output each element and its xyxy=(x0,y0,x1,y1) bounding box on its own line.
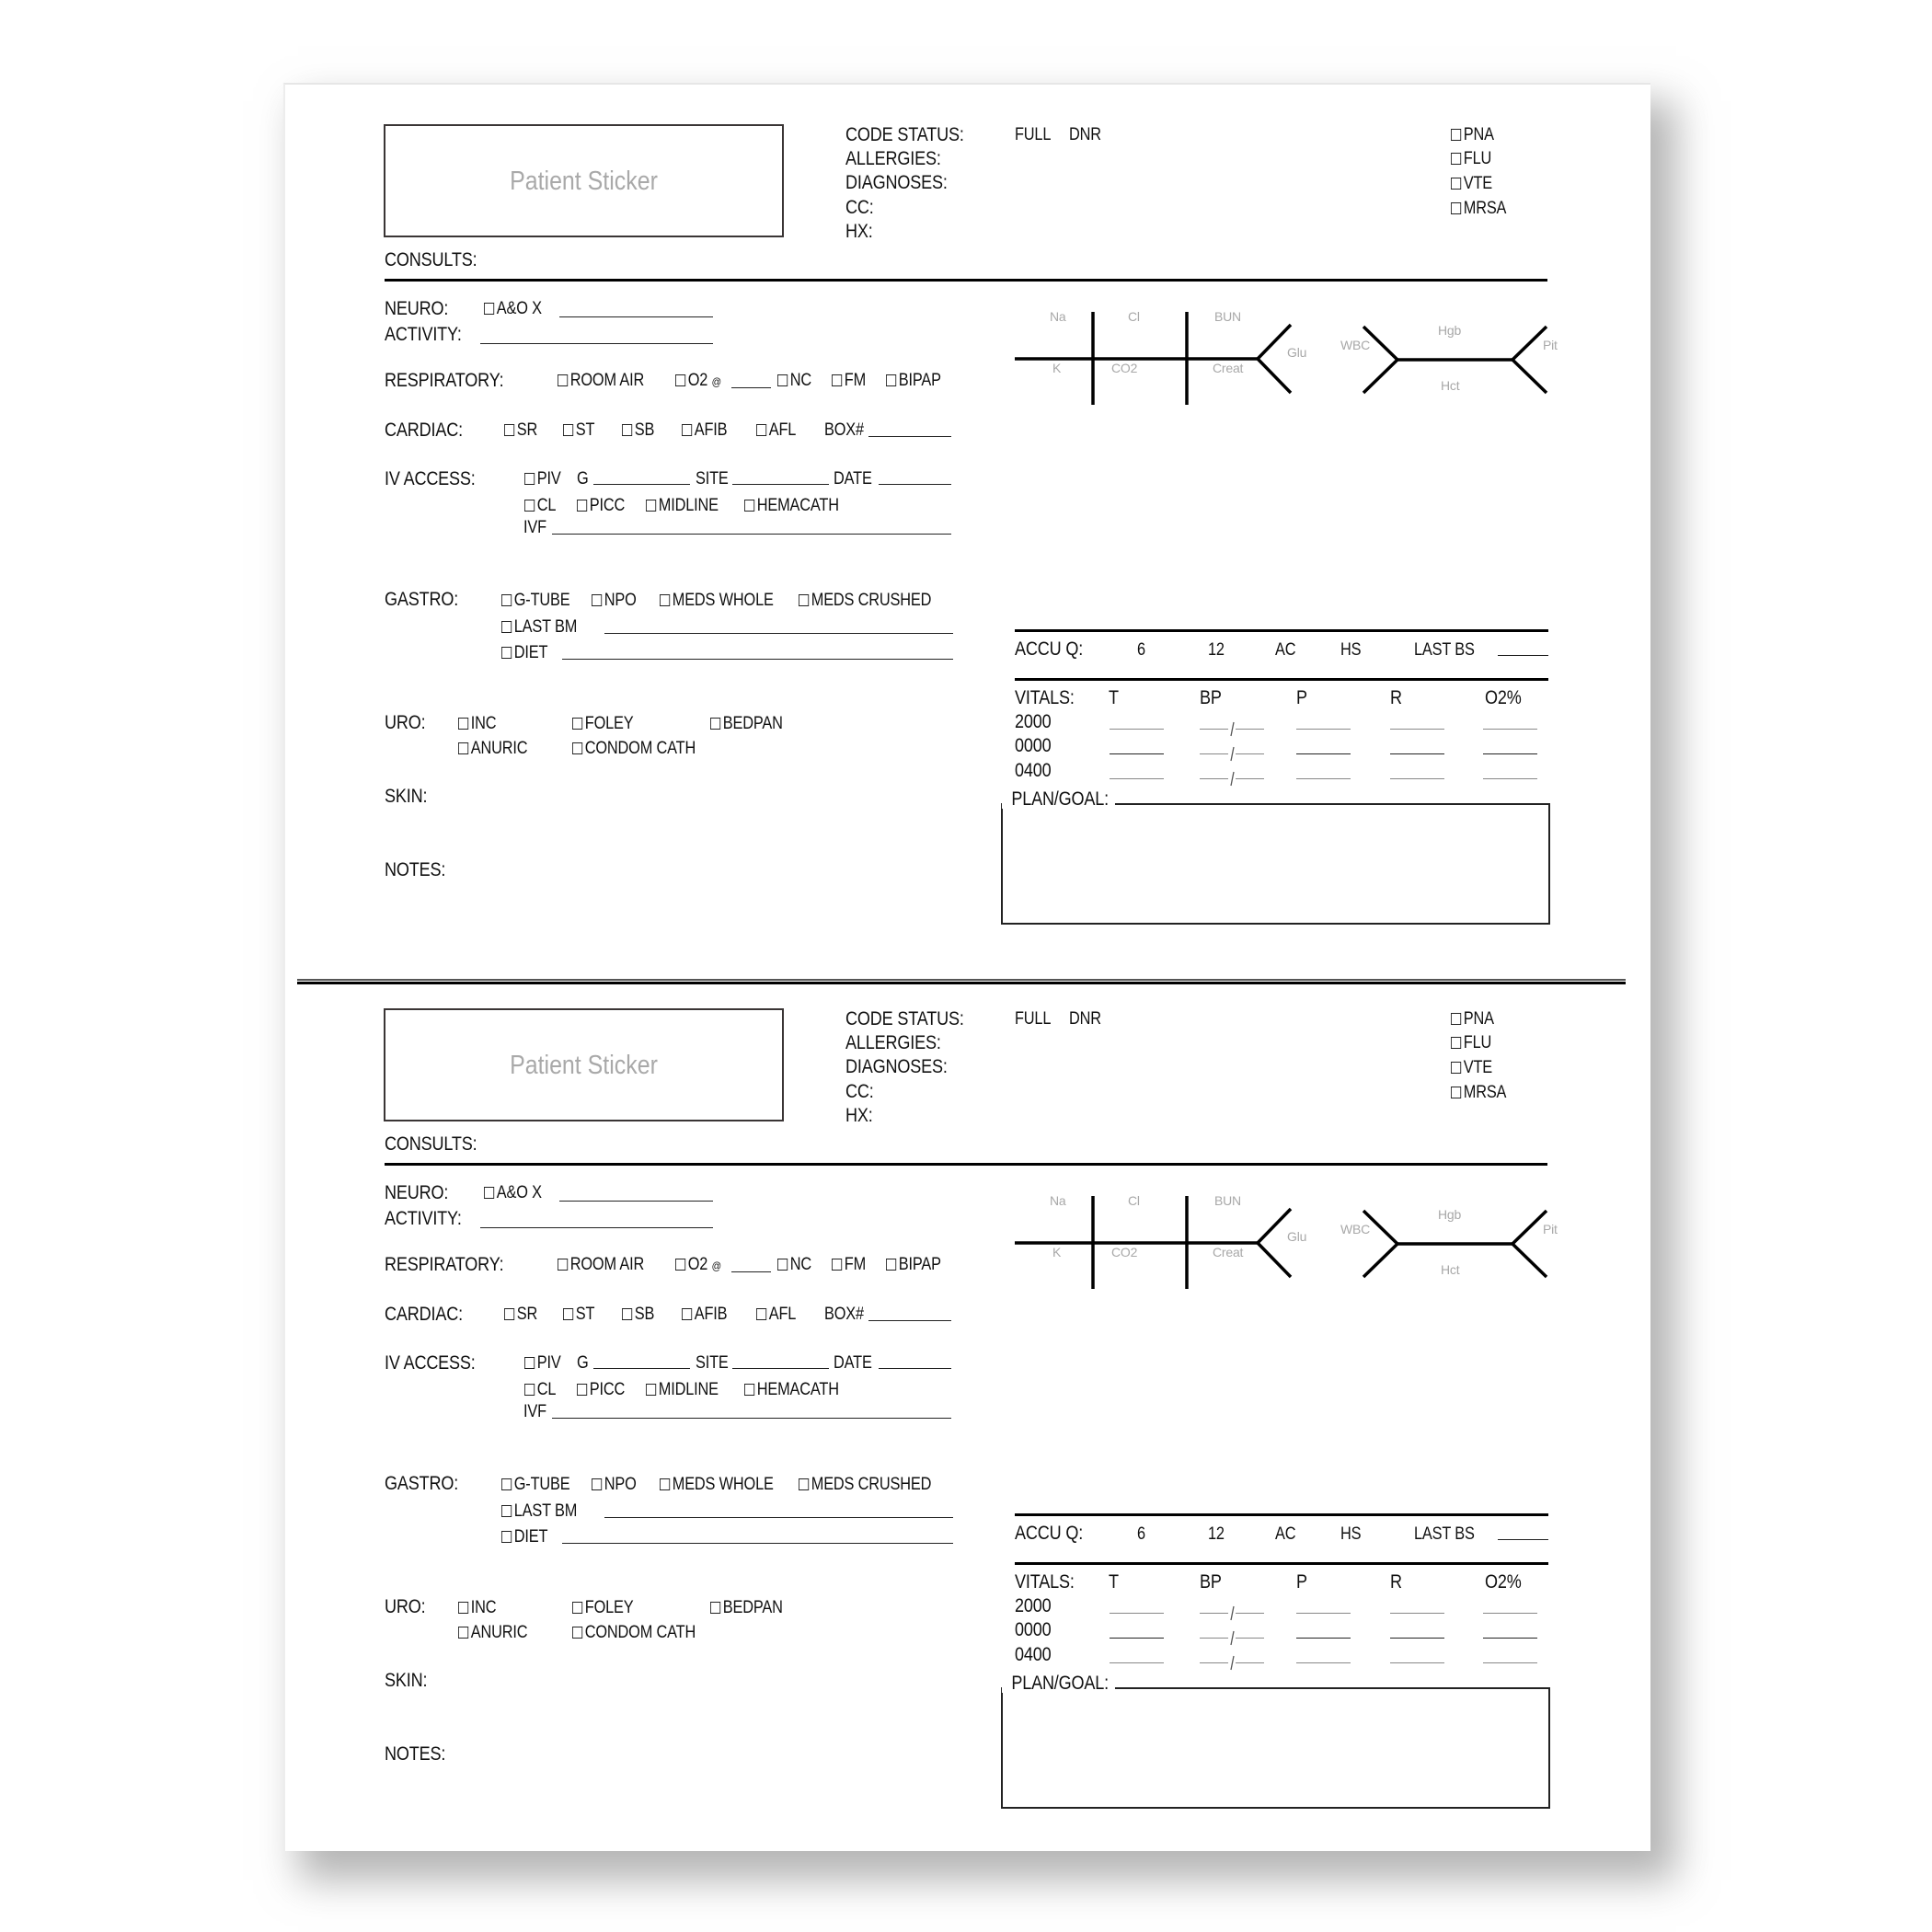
vitals-col-p: P xyxy=(1296,687,1307,708)
iv-access-label: IV ACCESS: xyxy=(385,468,476,489)
cardiac-afl-checkbox[interactable]: AFL xyxy=(756,1305,796,1323)
isolation-vte-checkbox[interactable]: VTE xyxy=(1451,1059,1492,1076)
bp-slash-icons xyxy=(0,884,1932,1767)
cbc-plt-label: Pit xyxy=(1543,338,1558,352)
plan-goal-box[interactable] xyxy=(1001,1687,1550,1809)
bmp-glu-label: Glu xyxy=(1287,345,1307,360)
cc-label: CC: xyxy=(845,1081,874,1102)
code-dnr-option[interactable]: DNR xyxy=(1069,125,1101,144)
plan-goal-label: PLAN/GOAL: xyxy=(1002,1673,1115,1693)
code-full-option[interactable]: FULL xyxy=(1015,1009,1052,1029)
isolation-flu-checkbox[interactable]: FLU xyxy=(1451,1034,1491,1052)
gastro-npo-checkbox[interactable]: NPO xyxy=(592,592,637,609)
cardiac-afl-checkbox[interactable]: AFL xyxy=(756,421,796,439)
cardiac-sb-checkbox[interactable]: SB xyxy=(622,1305,654,1323)
vitals-time-2000: 2000 xyxy=(1015,711,1052,732)
consults-label: CONSULTS: xyxy=(385,1133,477,1155)
cc-label: CC: xyxy=(845,197,874,218)
uro-label: URO: xyxy=(385,1596,426,1617)
vitals-col-p: P xyxy=(1296,1571,1307,1593)
neuro-ao-checkbox[interactable]: A&O X xyxy=(484,300,542,317)
iv-site-label: SITE xyxy=(696,469,729,489)
isolation-pna-checkbox[interactable]: PNA xyxy=(1451,126,1494,144)
iv-picc-checkbox[interactable]: PICC xyxy=(577,1381,625,1398)
patient-sticker-placeholder: Patient Sticker xyxy=(510,1051,658,1080)
uro-foley-checkbox[interactable]: FOLEY xyxy=(572,1599,633,1616)
bmp-k-label: K xyxy=(1052,361,1062,375)
form-separator-rule xyxy=(297,979,1626,981)
bmp-na-label: Na xyxy=(1050,1193,1066,1208)
patient-report-form xyxy=(0,0,1932,883)
accu-ac-option[interactable]: AC xyxy=(1275,640,1296,660)
gastro-meds-crushed-checkbox[interactable]: MEDS CRUSHED xyxy=(799,1476,931,1493)
bmp-na-label: Na xyxy=(1050,309,1066,324)
isolation-flu-checkbox[interactable]: FLU xyxy=(1451,150,1491,167)
bmp-bun-label: BUN xyxy=(1214,309,1241,324)
accu-q6-option[interactable]: 6 xyxy=(1137,640,1145,660)
resp-room-air-checkbox[interactable]: ROOM AIR xyxy=(558,1256,644,1273)
resp-o2-checkbox[interactable]: O2 @ xyxy=(675,1256,721,1273)
code-status-label: CODE STATUS: xyxy=(845,1008,964,1029)
uro-inc-checkbox[interactable]: INC xyxy=(458,1599,496,1616)
vitals-label: VITALS: xyxy=(1015,687,1075,708)
isolation-mrsa-checkbox[interactable]: MRSA xyxy=(1451,200,1506,217)
iv-date-label: DATE xyxy=(834,469,872,489)
vitals-time-0000: 0000 xyxy=(1015,735,1052,756)
uro-bedpan-checkbox[interactable]: BEDPAN xyxy=(710,1599,783,1616)
resp-room-air-checkbox[interactable]: ROOM AIR xyxy=(558,372,644,389)
vitals-col-t: T xyxy=(1109,1571,1119,1593)
vitals-time-2000: 2000 xyxy=(1015,1595,1052,1616)
cardiac-st-checkbox[interactable]: ST xyxy=(563,1305,594,1323)
uro-anuric-checkbox[interactable]: ANURIC xyxy=(458,1624,527,1641)
last-bs-label: LAST BS xyxy=(1414,640,1475,660)
notes-label: NOTES: xyxy=(385,859,446,880)
form-separator-rule-thick xyxy=(297,982,1626,984)
iv-date-label: DATE xyxy=(834,1353,872,1373)
iv-hemacath-checkbox[interactable]: HEMACATH xyxy=(744,1381,839,1398)
vitals-col-o2: O2% xyxy=(1485,687,1522,708)
vitals-col-bp: BP xyxy=(1200,687,1222,708)
vitals-time-0000: 0000 xyxy=(1015,1619,1052,1640)
accu-label: ACCU Q: xyxy=(1015,1523,1084,1544)
bp-slash-icons xyxy=(0,0,1932,883)
uro-condom-cath-checkbox[interactable]: CONDOM CATH xyxy=(572,740,696,757)
resp-bipap-checkbox[interactable]: BIPAP xyxy=(886,372,941,389)
cardiac-box-label: BOX# xyxy=(824,1305,864,1324)
uro-bedpan-checkbox[interactable]: BEDPAN xyxy=(710,715,783,732)
resp-fm-checkbox[interactable]: FM xyxy=(832,1256,866,1273)
gastro-meds-crushed-checkbox[interactable]: MEDS CRUSHED xyxy=(799,592,931,609)
allergies-label: ALLERGIES: xyxy=(845,148,941,169)
gastro-last-bm-checkbox[interactable]: LAST BM xyxy=(501,618,577,636)
vitals-col-t: T xyxy=(1109,687,1119,708)
ivf-label: IVF xyxy=(523,518,546,537)
activity-label: ACTIVITY: xyxy=(385,1208,462,1229)
bmp-creat-label: Creat xyxy=(1213,361,1244,375)
isolation-pna-checkbox[interactable]: PNA xyxy=(1451,1010,1494,1028)
hx-label: HX: xyxy=(845,1105,873,1126)
vitals-time-0400: 0400 xyxy=(1015,1644,1052,1665)
resp-o2-checkbox[interactable]: O2 @ xyxy=(675,372,721,389)
respiratory-label: RESPIRATORY: xyxy=(385,370,504,391)
diagnoses-label: DIAGNOSES: xyxy=(845,1056,948,1077)
resp-bipap-checkbox[interactable]: BIPAP xyxy=(886,1256,941,1273)
bmp-co2-label: CO2 xyxy=(1111,361,1138,375)
accu-label: ACCU Q: xyxy=(1015,638,1084,660)
gastro-diet-checkbox[interactable]: DIET xyxy=(501,644,547,661)
diagnoses-label: DIAGNOSES: xyxy=(845,172,948,193)
iv-gauge-label: G xyxy=(577,469,589,489)
bmp-cl-label: Cl xyxy=(1128,1193,1140,1208)
notes-label: NOTES: xyxy=(385,1743,446,1765)
bmp-glu-label: Glu xyxy=(1287,1229,1307,1244)
uro-foley-checkbox[interactable]: FOLEY xyxy=(572,715,633,732)
cbc-hgb-label: Hgb xyxy=(1438,1207,1462,1222)
cbc-hgb-label: Hgb xyxy=(1438,323,1462,338)
accu-ac-option[interactable]: AC xyxy=(1275,1524,1296,1544)
cbc-plt-label: Pit xyxy=(1543,1222,1558,1236)
iv-piv-checkbox[interactable]: PIV xyxy=(524,470,561,488)
uro-anuric-checkbox[interactable]: ANURIC xyxy=(458,740,527,757)
cardiac-box-label: BOX# xyxy=(824,420,864,440)
iv-access-label: IV ACCESS: xyxy=(385,1352,476,1374)
bmp-co2-label: CO2 xyxy=(1111,1245,1138,1259)
cardiac-afib-checkbox[interactable]: AFIB xyxy=(682,1305,727,1323)
accu-hs-option[interactable]: HS xyxy=(1340,1524,1362,1544)
allergies-label: ALLERGIES: xyxy=(845,1032,941,1053)
consults-label: CONSULTS: xyxy=(385,249,477,270)
vitals-label: VITALS: xyxy=(1015,1571,1075,1593)
iv-hemacath-checkbox[interactable]: HEMACATH xyxy=(744,497,839,514)
gastro-meds-whole-checkbox[interactable]: MEDS WHOLE xyxy=(660,592,774,609)
vitals-col-r: R xyxy=(1390,687,1402,708)
gastro-label: GASTRO: xyxy=(385,589,459,610)
iv-site-label: SITE xyxy=(696,1353,729,1373)
bmp-bun-label: BUN xyxy=(1214,1193,1241,1208)
resp-nc-checkbox[interactable]: NC xyxy=(777,1256,811,1273)
skin-label: SKIN: xyxy=(385,786,428,807)
patient-report-form xyxy=(0,884,1932,1767)
accu-hs-option[interactable]: HS xyxy=(1340,640,1362,660)
isolation-mrsa-checkbox[interactable]: MRSA xyxy=(1451,1084,1506,1101)
last-bs-label: LAST BS xyxy=(1414,1524,1475,1544)
cardiac-sr-checkbox[interactable]: SR xyxy=(504,1305,537,1323)
gastro-gtube-checkbox[interactable]: G-TUBE xyxy=(501,592,569,609)
skin-label: SKIN: xyxy=(385,1670,428,1691)
gastro-label: GASTRO: xyxy=(385,1473,459,1494)
bmp-k-label: K xyxy=(1052,1245,1062,1259)
uro-label: URO: xyxy=(385,712,426,733)
iv-gauge-label: G xyxy=(577,1353,589,1373)
cardiac-sr-checkbox[interactable]: SR xyxy=(504,421,537,439)
resp-fm-checkbox[interactable]: FM xyxy=(832,372,866,389)
cardiac-sb-checkbox[interactable]: SB xyxy=(622,421,654,439)
iv-midline-checkbox[interactable]: MIDLINE xyxy=(646,1381,719,1398)
iv-cl-checkbox[interactable]: CL xyxy=(524,497,556,514)
resp-nc-checkbox[interactable]: NC xyxy=(777,372,811,389)
uro-condom-cath-checkbox[interactable]: CONDOM CATH xyxy=(572,1624,696,1641)
plan-goal-label: PLAN/GOAL: xyxy=(1002,789,1115,809)
vitals-col-o2: O2% xyxy=(1485,1571,1522,1593)
respiratory-label: RESPIRATORY: xyxy=(385,1254,504,1275)
isolation-vte-checkbox[interactable]: VTE xyxy=(1451,175,1492,192)
code-dnr-option[interactable]: DNR xyxy=(1069,1009,1101,1029)
cbc-hct-label: Hct xyxy=(1441,378,1460,393)
vitals-col-r: R xyxy=(1390,1571,1402,1593)
ivf-label: IVF xyxy=(523,1402,546,1421)
cardiac-label: CARDIAC: xyxy=(385,1304,463,1325)
gastro-diet-checkbox[interactable]: DIET xyxy=(501,1528,547,1546)
accu-q12-option[interactable]: 12 xyxy=(1208,1524,1225,1544)
gastro-last-bm-checkbox[interactable]: LAST BM xyxy=(501,1502,577,1520)
patient-sticker-placeholder: Patient Sticker xyxy=(510,167,658,196)
code-full-option[interactable]: FULL xyxy=(1015,125,1052,144)
neuro-label: NEURO: xyxy=(385,298,449,319)
cbc-wbc-label: WBC xyxy=(1340,338,1371,352)
cardiac-afib-checkbox[interactable]: AFIB xyxy=(682,421,727,439)
code-status-label: CODE STATUS: xyxy=(845,124,964,145)
cbc-hct-label: Hct xyxy=(1441,1262,1460,1277)
iv-cl-checkbox[interactable]: CL xyxy=(524,1381,556,1398)
cardiac-label: CARDIAC: xyxy=(385,420,463,441)
uro-inc-checkbox[interactable]: INC xyxy=(458,715,496,732)
bmp-creat-label: Creat xyxy=(1213,1245,1244,1259)
neuro-ao-checkbox[interactable]: A&O X xyxy=(484,1184,542,1202)
activity-label: ACTIVITY: xyxy=(385,324,462,345)
gastro-gtube-checkbox[interactable]: G-TUBE xyxy=(501,1476,569,1493)
accu-q6-option[interactable]: 6 xyxy=(1137,1524,1145,1544)
gastro-npo-checkbox[interactable]: NPO xyxy=(592,1476,637,1493)
iv-picc-checkbox[interactable]: PICC xyxy=(577,497,625,514)
vitals-col-bp: BP xyxy=(1200,1571,1222,1593)
neuro-label: NEURO: xyxy=(385,1182,449,1203)
vitals-time-0400: 0400 xyxy=(1015,760,1052,781)
bmp-cl-label: Cl xyxy=(1128,309,1140,324)
cbc-wbc-label: WBC xyxy=(1340,1222,1371,1236)
iv-midline-checkbox[interactable]: MIDLINE xyxy=(646,497,719,514)
iv-piv-checkbox[interactable]: PIV xyxy=(524,1354,561,1372)
gastro-meds-whole-checkbox[interactable]: MEDS WHOLE xyxy=(660,1476,774,1493)
cardiac-st-checkbox[interactable]: ST xyxy=(563,421,594,439)
accu-q12-option[interactable]: 12 xyxy=(1208,640,1225,660)
hx-label: HX: xyxy=(845,221,873,242)
